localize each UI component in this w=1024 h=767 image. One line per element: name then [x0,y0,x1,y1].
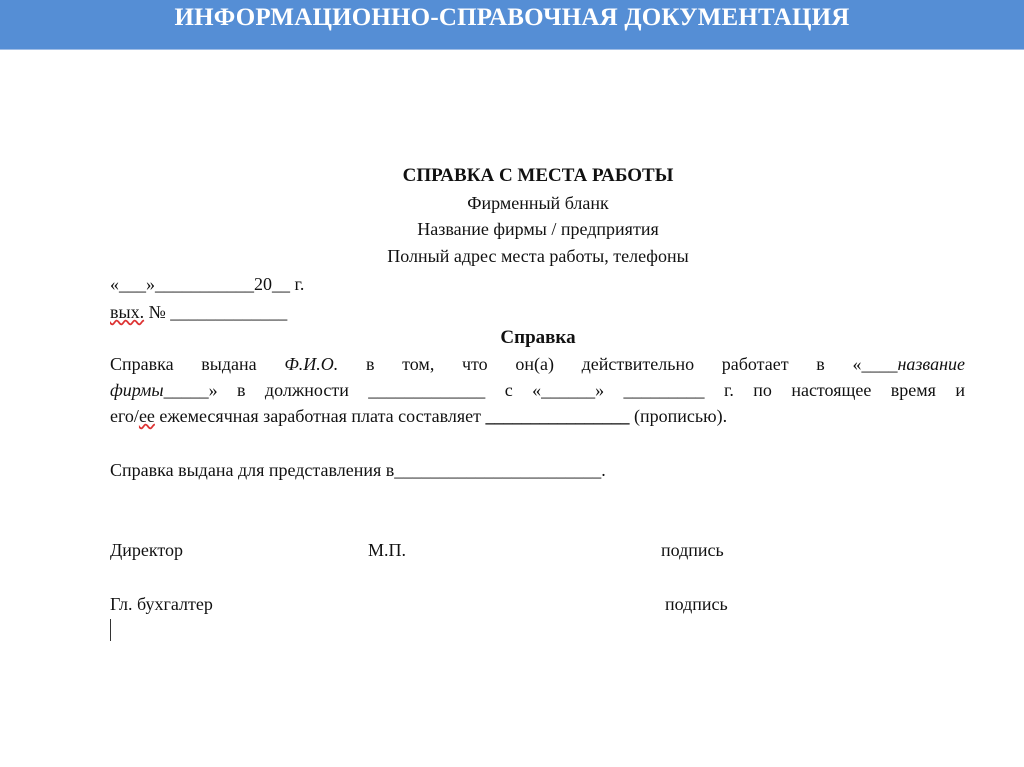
company-name-label: Название фирмы / предприятия [417,219,659,239]
paragraph-line-3 [110,405,727,427]
paragraph-line-1 [110,353,965,375]
purpose-line: Справка выдана для представления в_______________________. [110,460,606,480]
certificate-heading: Справка [500,327,576,348]
text: ее [138,406,155,426]
letterhead-label: Фирменный бланк [467,193,609,213]
text: (прописью). [629,406,728,426]
outgoing-prefix: вых. [110,302,145,322]
director-label: Директор [110,540,184,560]
address-label: Полный адрес места работы, телефоны [387,246,689,266]
slide-header [0,0,1024,50]
document-title: СПРАВКА С МЕСТА РАБОТЫ [402,165,674,186]
text: Справка выдана [110,354,285,374]
text: его/ [110,406,139,426]
accountant-signature-label: подпись [665,594,728,614]
company-placeholder: фирмы [110,380,164,400]
stamp-label: М.П. [368,540,407,560]
text: в том, что он(а) действительно работает в «____ [338,354,898,374]
outgoing-number: № _____________ [144,302,288,322]
paragraph-line-2 [110,379,965,401]
accountant-label: Гл. бухгалтер [110,594,213,614]
text-cursor [110,619,111,641]
outgoing-number-line [110,301,287,323]
director-signature-label: подпись [661,540,724,560]
text: _____» в должности _____________ с «______» _________ г. по настоящее время и [163,380,965,400]
salary-blank: ________________ [485,406,630,426]
text: ежемесячная заработная плата составляет [154,406,486,426]
slide-title: ИНФОРМАЦИОННО-СПРАВОЧНАЯ ДОКУМЕНТАЦИЯ [174,4,850,31]
company-placeholder: название [897,354,966,374]
date-line: «___»___________20__ г. [110,274,305,294]
fio-placeholder: Ф.И.О. [284,354,339,374]
